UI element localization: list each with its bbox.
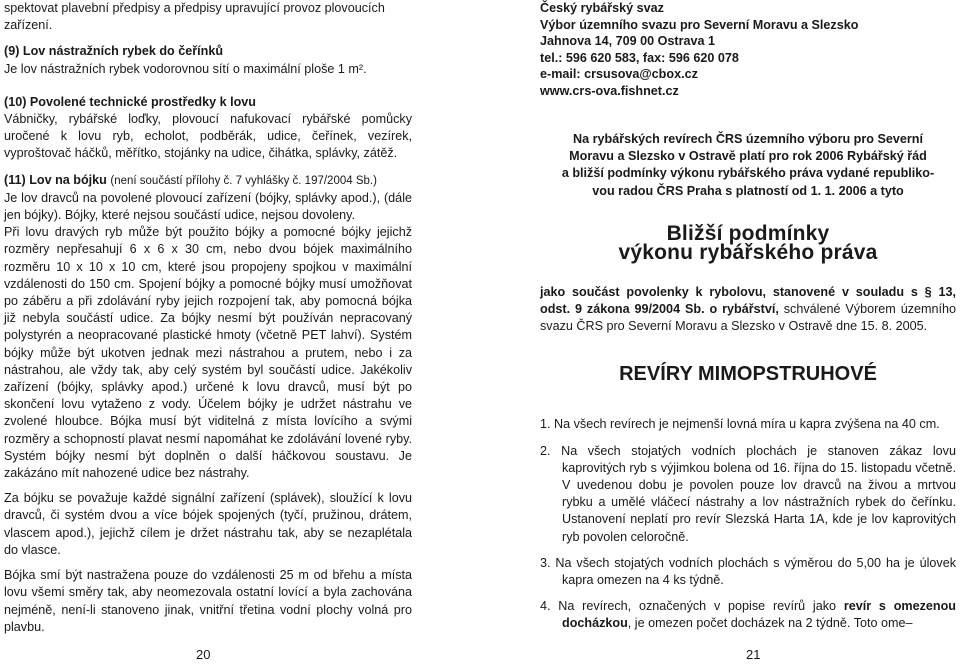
intro-line: Na rybářských revírech ČRS územního výboru pro Severní bbox=[573, 132, 923, 146]
section-11-body-4: Bójka smí být nastražena pouze do vzdálenosti 25 m od břehu a místa lovu všemi směry tak, aby neomezovala ostatní lovící a byla zachována nejméně, není-li stanoveno jinak, vnitřní třetina vodní plochy volná pro plavbu. bbox=[4, 568, 412, 634]
section-11-heading: (11) Lov na bójku bbox=[4, 172, 107, 187]
left-page bbox=[4, 0, 412, 636]
rule-4-bold: revír s omezenou docházkou bbox=[562, 599, 956, 631]
section-title: REVÍRY MIMOPSTRUHOVÉ bbox=[619, 363, 877, 386]
rule-item: 1. Na všech revírech je nejmenší lovná míra u kapra zvýšena na 40 cm. bbox=[540, 417, 940, 432]
main-title bbox=[540, 221, 956, 264]
intro-line: Moravu a Slezsko v Ostravě platí pro rok 2006 Rybářský řád bbox=[569, 149, 927, 164]
section-11-heading-line bbox=[4, 172, 412, 190]
intro-line-1: spektovat plavební předpisy a předpisy upravující provoz plovoucích bbox=[4, 1, 385, 15]
rule-item bbox=[540, 598, 956, 632]
contact-block bbox=[540, 0, 956, 99]
section-9-body: Je lov nástražních rybek vodorovnou sítí o maximální ploše 1 m². bbox=[4, 61, 367, 76]
intro-line: a bližší podmínky výkonu rybářského práva vydané republiko- bbox=[561, 166, 935, 181]
intro-notice bbox=[540, 131, 956, 200]
contact-email: e-mail: crsusova@cbox.cz bbox=[540, 67, 698, 81]
intro-line-2: zařízení. bbox=[4, 18, 53, 33]
contact-web: www.crs-ova.fishnet.cz bbox=[540, 83, 679, 98]
page-number-left: 20 bbox=[196, 647, 211, 662]
contact-address: Jahnova 14, 709 00 Ostrava 1 bbox=[540, 34, 716, 48]
rule-4-post: , je omezen počet docházek na 2 týdně. Toto ome– bbox=[627, 616, 913, 631]
section-11-note: (není součástí přílohy č. 7 vyhlášky č. 197/2004 Sb.) bbox=[110, 174, 377, 187]
rules-list bbox=[540, 416, 956, 632]
section-10-body: Vábničky, rybářské loďky, plovoucí nafukovací rybářské pomůcky uročené k lovu ryb, echolot, podběrák, udice, čeřínek, vezírek, vyproštovač háčků, měřítko, stojánky na udice, čihátka, splávky, zátěž. bbox=[4, 112, 412, 161]
contact-phone: tel.: 596 620 583, fax: 596 620 078 bbox=[540, 50, 739, 65]
statement bbox=[540, 284, 956, 336]
contact-committee: Výbor územního svazu pro Severní Moravu a Slezsko bbox=[540, 17, 859, 32]
statement-normal: schválené Výborem územního svazu ČRS pro Severní Moravu a Slezsko v Ostravě dne 15. 8. 2005. bbox=[540, 302, 956, 334]
rule-4-pre: 4. Na revírech, označených v popise revírů jako bbox=[540, 599, 844, 614]
right-page bbox=[540, 0, 956, 633]
section-10-heading: (10) Povolené technické prostředky k lovu bbox=[4, 94, 256, 109]
statement-bold: jako součást povolenky k rybolovu, stanovené v souladu s § 13, odst. 9 zákona 99/2004 Sb. o rybářství, bbox=[540, 284, 956, 317]
intro-line: vou radou ČRS Praha s platností od 1. 1. 2006 a tyto bbox=[592, 183, 904, 198]
title-line-2: výkonu rybářského práva bbox=[618, 240, 878, 264]
title-line-1: Bližší podmínky bbox=[666, 221, 830, 245]
section-11-body-2: Při lovu dravých ryb může být použito bójky a pomocné bójky jejichž rozměry nepřesahují 6 x 6 x 30 cm, nebo dvou bójek maximálního rozměru 10 x 10 x 10 cm, které jsou propojeny spojkou v maximální vzdálenosti do 150 cm. Spojení bójky a pomocné bójky musí umožňovat po záběru a při zdolávání ryby jejich rozpojení tak, aby pomocná bójka již nebyla součástí udice. Za bójky nesmí být používán nepracovaný polystyrén a neopracované plastické hmoty (včetně PET lahví). Systém bójky může být ukotven jednak mezi nástrahou a prutem, nebo i za nástrahou, ale vždy tak, aby celý systém byl součástí udice. Jakékoliv zařízení (bójky, splávky apod.) určené k lovu dravců, musí být po skončení lovu vytaženo z vody. Účelem bójky je udržet nástrahu ve zvolené hloubce. Bójka musí být viditelná z místa lovícího a svými rozměry a schopností plavat nesmí napomáhat ke zdolávání lovené ryby. Systém bójky nesmí být doplněn o další háčkovou soustavu. Je zakázáno mít nahozené udice bez nástrahy. bbox=[4, 225, 412, 481]
section-11-body-1: Je lov dravců na povolené plovoucí zařízení (bójky, splávky apod.), (dále jen bójky). Bójky, které nejsou součástí udice, nejsou dovoleny. bbox=[4, 190, 412, 223]
section-9-heading: (9) Lov nástražních rybek do čeřínků bbox=[4, 44, 224, 59]
page-number-right: 21 bbox=[746, 647, 761, 662]
section-11-body-3: Za bójku se považuje každé signální zařízení (splávek), sloužící k lovu dravců, či systém dvou a více bójek spojených (tyčí, pružinou, drátem, vlascem apod.), jejichž cílem je držet nástrahu tak, aby se nezaplétala do vlasce. bbox=[4, 491, 412, 557]
contact-org: Český rybářský svaz bbox=[540, 1, 664, 15]
rule-item: 2. Na všech stojatých vodních plochách je stanoven zákaz lovu kaprovitých ryb s výjimkou bolena od 16. října do 15. listopadu včetně. V uvedenou dobu je povolen pouze lov dravců na živou a mrtvou rybku a umělé vláčecí nástrahy a lov nástražních rybek do čeřínku. Ustanovení neplatí pro revír Slezská Harta 1A, kde je lov kaprovitých ryb povolen celoročně. bbox=[540, 443, 956, 544]
rule-item: 3. Na všech stojatých vodních plochách s výměrou do 5,00 ha je úlovek kapra omezen na 4 ks týdně. bbox=[540, 555, 956, 588]
